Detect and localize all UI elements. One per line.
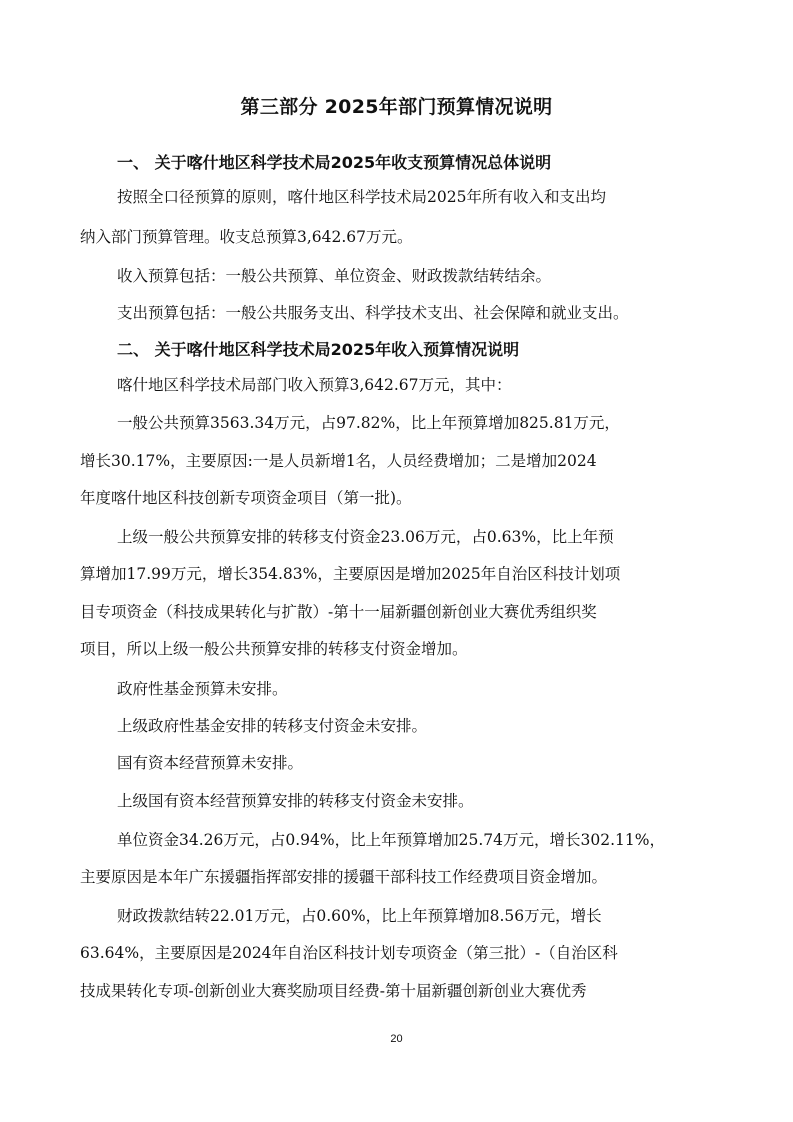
paragraph-line: 政府性基金预算未安排。 [117,680,288,698]
paragraph-line: 63.64%，主要原因是2024年自治区科技计划专项资金（第三批）-（自治区科 [80,944,618,962]
paragraph-line: 纳入部门预算管理。收支总预算3,642.67万元。 [80,228,413,246]
paragraph-line: 按照全口径预算的原则，喀什地区科学技术局2025年所有收入和支出均 [117,188,606,206]
paragraph-line: 财政拨款结转22.01万元，占0.60%，比上年预算增加8.56万元，增长 [117,907,602,925]
paragraph-line: 收入预算包括：一般公共预算、单位资金、财政拨款结转结余。 [117,267,552,285]
paragraph-line: 喀什地区科学技术局部门收入预算3,642.67万元，其中： [117,376,512,394]
paragraph-line: 年度喀什地区科技创新专项资金项目（第一批)。 [80,489,412,507]
paragraph-line: 项目，所以上级一般公共预算安排的转移支付资金增加。 [80,640,468,658]
section-heading: 二、 关于喀什地区科学技术局2025年收入预算情况说明 [117,340,520,359]
paragraph-line: 支出预算包括：一般公共服务支出、科学技术支出、社会保障和就业支出。 [117,304,629,322]
paragraph-line: 增长30.17%，主要原因:一是人员新增1名，人员经费增加；二是增加2024 [80,452,597,470]
page-number: 20 [390,1033,403,1045]
paragraph-line: 技成果转化专项-创新创业大赛奖励项目经费-第十届新疆创新创业大赛优秀 [80,982,587,1000]
paragraph-line: 国有资本经营预算未安排。 [117,754,304,772]
paragraph-line: 主要原因是本年广东援疆指挥部安排的援疆干部科技工作经费项目资金增加。 [80,868,608,886]
paragraph-line: 目专项资金（科技成果转化与扩散）-第十一届新疆创新创业大赛优秀组织奖 [80,603,597,621]
paragraph-line: 一般公共预算3563.34万元，占97.82%，比上年预算增加825.81万元， [117,414,620,432]
paragraph-line: 算增加17.99万元，增长354.83%，主要原因是增加2025年自治区科技计划项 [80,565,621,583]
paragraph-line: 上级国有资本经营预算安排的转移支付资金未安排。 [117,792,474,810]
page-title: 第三部分 2025年部门预算情况说明 [240,96,553,118]
paragraph-line: 单位资金34.26万元，占0.94%，比上年预算增加25.74万元，增长302.11%， [117,831,665,849]
section-heading: 一、 关于喀什地区科学技术局2025年收支预算情况总体说明 [117,153,552,172]
paragraph-line: 上级一般公共预算安排的转移支付资金23.06万元，占0.63%，比上年预 [117,528,614,546]
paragraph-line: 上级政府性基金安排的转移支付资金未安排。 [117,717,428,735]
